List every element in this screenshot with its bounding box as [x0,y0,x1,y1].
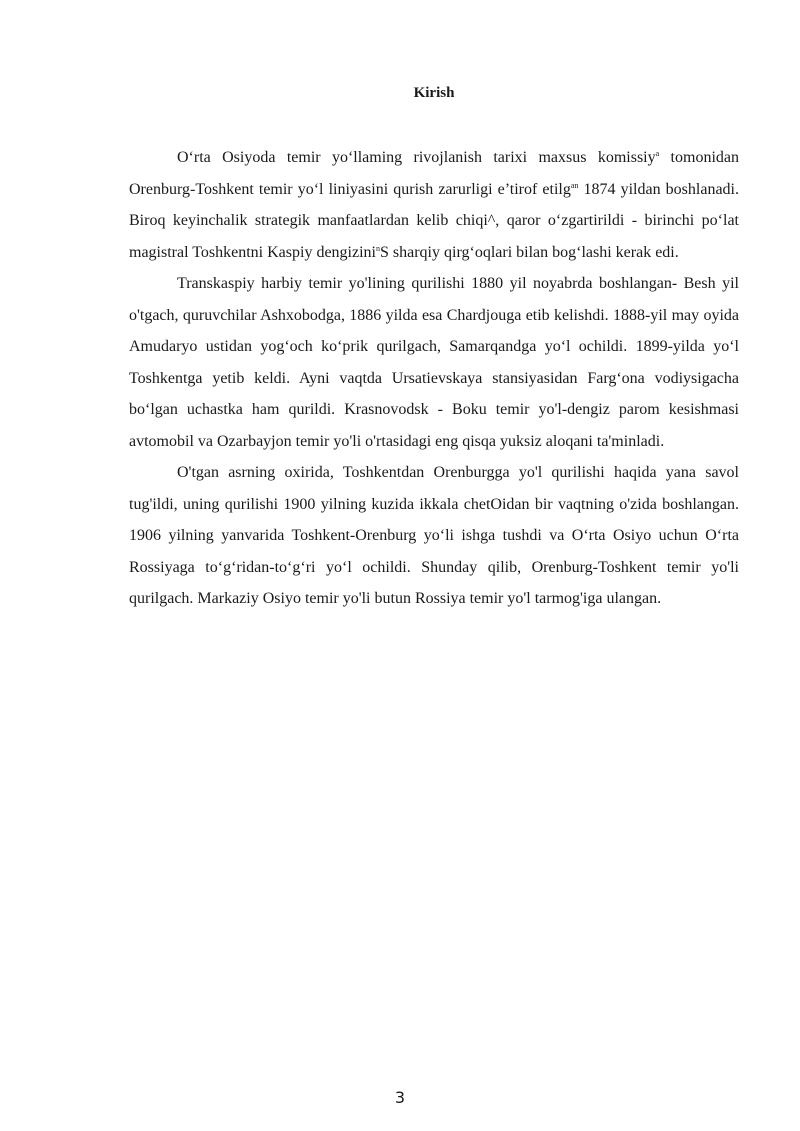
paragraph-3 [129,457,739,615]
paragraph-text: O'tgan asrning oxirida, Toshkentdan Orenburgga yo'l qurilishi haqida yana savol tug'ildi, uning qurilishi 1900 yilning kuzida ikkala chetOidan bir vaqtning o'zida boshlangan. 1906 yilning yanvarida Toshkent-Orenburg yo‘li ishga tushdi va O‘rta Osiyo uchun O‘rta Rossiyaga to‘g‘ridan-to‘g‘ri yo‘l ochildi. Shunday qilib, Orenburg-Toshkent temir yo'li qurilgach. Markaziy Osiyo temir yo'li butun Rossiya temir yo'l tarmog'iga ulangan. [129,464,739,607]
superscript-mark: an [570,180,579,190]
superscript-mark: a [655,149,660,158]
paragraph-text: tomonidan Orenburg-Toshkent temir yo‘l liniyasini qurish zarurligi e’tirof etilg [129,149,739,198]
paragraph-2 [129,268,739,457]
document-body [129,142,739,615]
paragraph-1 [129,142,739,268]
paragraph-text: O‘rta Osiyoda temir yo‘llaming rivojlanish tarixi maxsus komissiy [177,149,656,166]
paragraph-text: S sharqiy qirg‘oqlari bilan bog‘lashi kerak edi. [380,243,679,261]
page-number: 3 [394,1088,406,1107]
paragraph-text: 1874 yildan boshlanadi. Biroq keyinchalik strategik manfaatlardan kelib chiqi^, qaror o‘zgartirildi - birinchi po‘lat magistral Toshkentni Kaspiy dengizini [129,180,739,261]
paragraph-text: Transkaspiy harbiy temir yo'lining qurilishi 1880 yil noyabrda boshlangan- Besh yil o'tgach, quruvchilar Ashxobodga, 1886 yilda esa Chardjouga etib kelishdi. 1888-yil may oyida Amudaryo ustidan yog‘och ko‘prik qurilgach, Samarqandga yo‘l ochildi. 1899-yilda yo‘l Toshkentga yetib keldi. Ayni vaqtda Ursatievskaya stansiyasidan Farg‘ona vodiysigacha bo‘lgan uchastka ham qurildi. Krasnovodsk - Boku temir yo'l-dengiz parom kesishmasi avtomobil va Ozarbayjon temir yo'li o'rtasidagi eng qisqa yuksiz aloqani ta'minladi. [129,275,739,450]
superscript-mark: n [376,243,380,253]
page-title: Kirish [413,85,455,101]
